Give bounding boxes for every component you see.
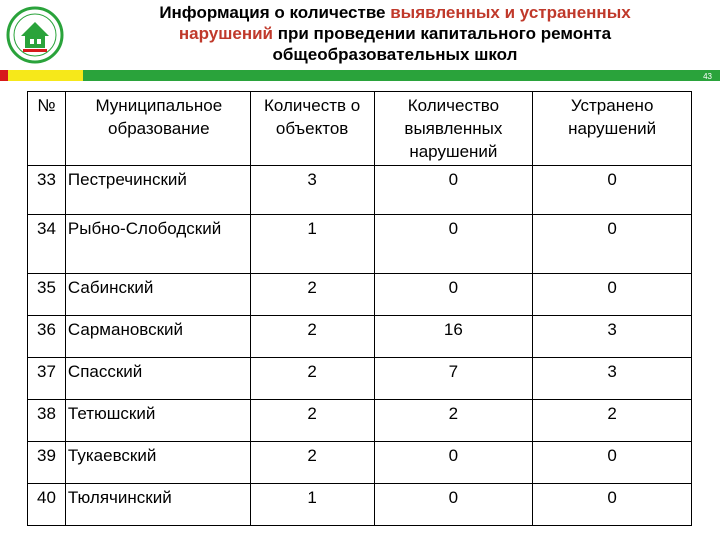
header-municipality: Муниципальное образование	[65, 92, 250, 166]
page-number: 43	[703, 72, 712, 81]
header-fixed: Устранено нарушений	[533, 92, 692, 166]
header-num: №	[28, 92, 66, 166]
stripe-red	[0, 70, 8, 81]
cell-found: 0	[374, 215, 533, 274]
cell-found: 2	[374, 400, 533, 442]
title-part1: Информация о количестве	[159, 3, 391, 22]
stripe-yellow	[8, 70, 83, 81]
cell-num: 38	[28, 400, 66, 442]
organization-logo	[6, 6, 64, 64]
cell-fixed: 2	[533, 400, 692, 442]
header-stripe	[0, 70, 720, 81]
cell-name: Сармановский	[65, 316, 250, 358]
cell-name: Сабинский	[65, 274, 250, 316]
title-part2: при проведении капитального ремонта	[273, 24, 612, 43]
cell-objects: 2	[250, 400, 374, 442]
cell-objects: 3	[250, 166, 374, 215]
cell-objects: 2	[250, 316, 374, 358]
cell-num: 34	[28, 215, 66, 274]
table-row	[28, 484, 692, 526]
cell-num: 37	[28, 358, 66, 400]
cell-found: 0	[374, 442, 533, 484]
cell-objects: 1	[250, 484, 374, 526]
cell-name: Спасский	[65, 358, 250, 400]
header-found: Количество выявленных нарушений	[374, 92, 533, 166]
cell-found: 7	[374, 358, 533, 400]
table-row	[28, 316, 692, 358]
cell-num: 40	[28, 484, 66, 526]
cell-num: 39	[28, 442, 66, 484]
cell-num: 35	[28, 274, 66, 316]
table-row	[28, 358, 692, 400]
cell-found: 0	[374, 166, 533, 215]
title-line3: общеобразовательных школ	[272, 45, 518, 64]
table-row	[28, 215, 692, 274]
cell-fixed: 0	[533, 274, 692, 316]
table-header-row	[28, 92, 692, 166]
cell-name: Пестречинский	[65, 166, 250, 215]
cell-objects: 2	[250, 358, 374, 400]
cell-fixed: 0	[533, 484, 692, 526]
header-objects: Количеств о объектов	[250, 92, 374, 166]
table-row	[28, 274, 692, 316]
cell-objects: 1	[250, 215, 374, 274]
cell-name: Тюлячинский	[65, 484, 250, 526]
cell-fixed: 0	[533, 215, 692, 274]
cell-objects: 2	[250, 442, 374, 484]
cell-name: Рыбно-Слободский	[65, 215, 250, 274]
cell-num: 33	[28, 166, 66, 215]
violations-table	[27, 91, 692, 526]
cell-num: 36	[28, 316, 66, 358]
cell-fixed: 0	[533, 442, 692, 484]
cell-fixed: 0	[533, 166, 692, 215]
table-row	[28, 166, 692, 215]
page-title	[80, 2, 710, 65]
stripe-green	[83, 70, 720, 81]
table-row	[28, 442, 692, 484]
title-red2: нарушений	[178, 24, 273, 43]
cell-name: Тукаевский	[65, 442, 250, 484]
title-red1: выявленных и устраненных	[390, 3, 631, 22]
cell-name: Тетюшский	[65, 400, 250, 442]
cell-fixed: 3	[533, 358, 692, 400]
table-row	[28, 400, 692, 442]
cell-found: 0	[374, 274, 533, 316]
cell-fixed: 3	[533, 316, 692, 358]
cell-found: 16	[374, 316, 533, 358]
cell-objects: 2	[250, 274, 374, 316]
cell-found: 0	[374, 484, 533, 526]
